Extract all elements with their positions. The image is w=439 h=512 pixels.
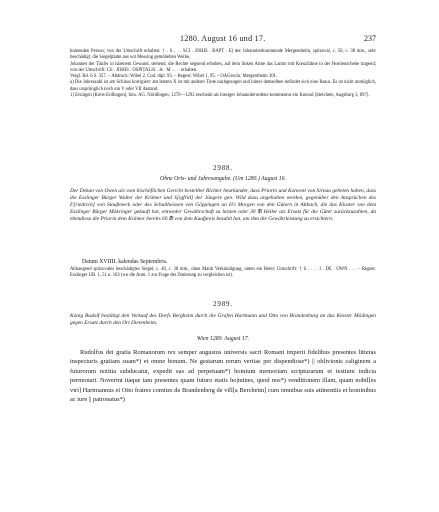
- body-text: Rudolfus dei gratia Romanorum rex semper augustus universis sacri Romani imperii fidelibus presentes litteras inspecturis gratiam suam*) et omne bonum. Ne gestarum rerum veritas per dispendiose*) || oblivionis caliginem a futurorum notitia subducatur, expedit eas ad perpetuam*) homium memoriam scripturarum et testium indicia permonari. Noverint itaque tam presentes quam futuro etatis ho|mines, quod nos*) venditionem illam, quam nobil[es viri] Hartmannus et Otto fratres comites de Brandenberg de vill[a Bercheim] cum omnibus suis attinentiis et hominibus ac iure || patronatus*): [70, 349, 376, 404]
- document-body: [70, 348, 376, 404]
- footnote-line: Johannes der Täufer in härenem Gewand, stehend, die Rechte segnend erhoben, auf dem linken Arme das Lamm mit Kreuzfahne in der Hostienschebe tragend; von der Umschrift: Cil . JOHIS . OSPITALIS . Je . M . . . . erhalten.: [70, 61, 376, 73]
- document-summary: Der Dekan von Owen als vom bischöflichen Gericht bestellter Richter beurkundet, dass Priorin und Konvent von Sirnau gebeten haben, dass die Esslinger Bürger Walter der Krämer und S[igfrid] der Jüngere gen. Wild dazu angehalten werden, gegenüber den Ansprüchen des F[riedrich] von Staufeneck oder des Schultheissen von Göppingen an 6½ Morgen von den Gütern in Altbach, die das Kloster von dem Esslinger Bürger Mökringer gekauft hat, entweder Gewährschaft zu leisten oder 30 ℔ Heller als Ersatz für die Güter zurückzuzahlen, da ebendiese die Priorin dem Krämer bereits 60 ℔ von dem Kaufpreis bezahlt hat, um ihm die Gewährleistung zu ersichtern.: [70, 188, 376, 223]
- footnote-line: a) Die Jahreszahl ist am Schluss korrigiert: am letzten X ist mit anderer Tinte nachgezogen und hinter demselben befindet sich eine Rasur. Es ist nicht unmöglich, dass ursprünglich noch ein V oder VII dastand.: [70, 80, 376, 92]
- footnote-line: Vergl. Bd. 6 S. 357. – Abdruck: Wibel 2, Cod. dipl. 93. – Regest: Wibel 1, 95. – OAGeschr. Mergentheim 301.: [70, 74, 278, 80]
- running-header: [70, 34, 376, 48]
- document-dateline: Ohne Orts- und Jahresangabe. (Um 1280.) August 16.: [160, 176, 286, 182]
- footnote-line: knieenden Person; von der Umschrift erhalten: † . S . . . SCI . JOHIS . BAPT . E) der Johanniterkommende Mergentheim, spitzoval, c. 50, c. 38 mm., sehr beschädigt, die Siegelplatte aus wit Messing gemöbelten Weihe,: [70, 49, 376, 61]
- document-datum: Datum XVIIII. kalendas Septembris.: [82, 259, 168, 265]
- document-number: 2989.: [213, 300, 233, 308]
- footnote-line: 1) Ersingen (Kreis-Erdlingen), bzw. AG. Nördlingen; 1270—1292 erscheint als hiesiger Johanniterordens-kommentur ein Konrad (Steichele, Augsburg 3, 897).: [70, 93, 370, 99]
- document-note: Abhangend spitzovales beschädigtes Siegel, c. 48, c. 38 mm., oben Marât Verkündigung, unten ein Beter; Umschrift: † S . . . . I . DE . OWN . . . – Regest: Esslinger UB. 1, 51 n. 163 (wo die Anm. 1 zur Frage der Datierung zu vergleichen ist).: [70, 267, 376, 279]
- document-number: 2988.: [213, 164, 233, 172]
- footnotes-top: [70, 49, 376, 99]
- document-summary: König Rudolf bestätigt den Verkauf des Dorfs Bergheim durch die Grafen Hartmann und Otto von Brandenburg an das Kloster Mödingen gegen Ersatz durch den Ort Dietenheim.: [70, 313, 376, 327]
- page-number: 237: [364, 34, 376, 43]
- header-title: 1280. August 16 und 17.: [180, 34, 266, 43]
- document-dateline: Wien 1280. August 17.: [196, 336, 250, 342]
